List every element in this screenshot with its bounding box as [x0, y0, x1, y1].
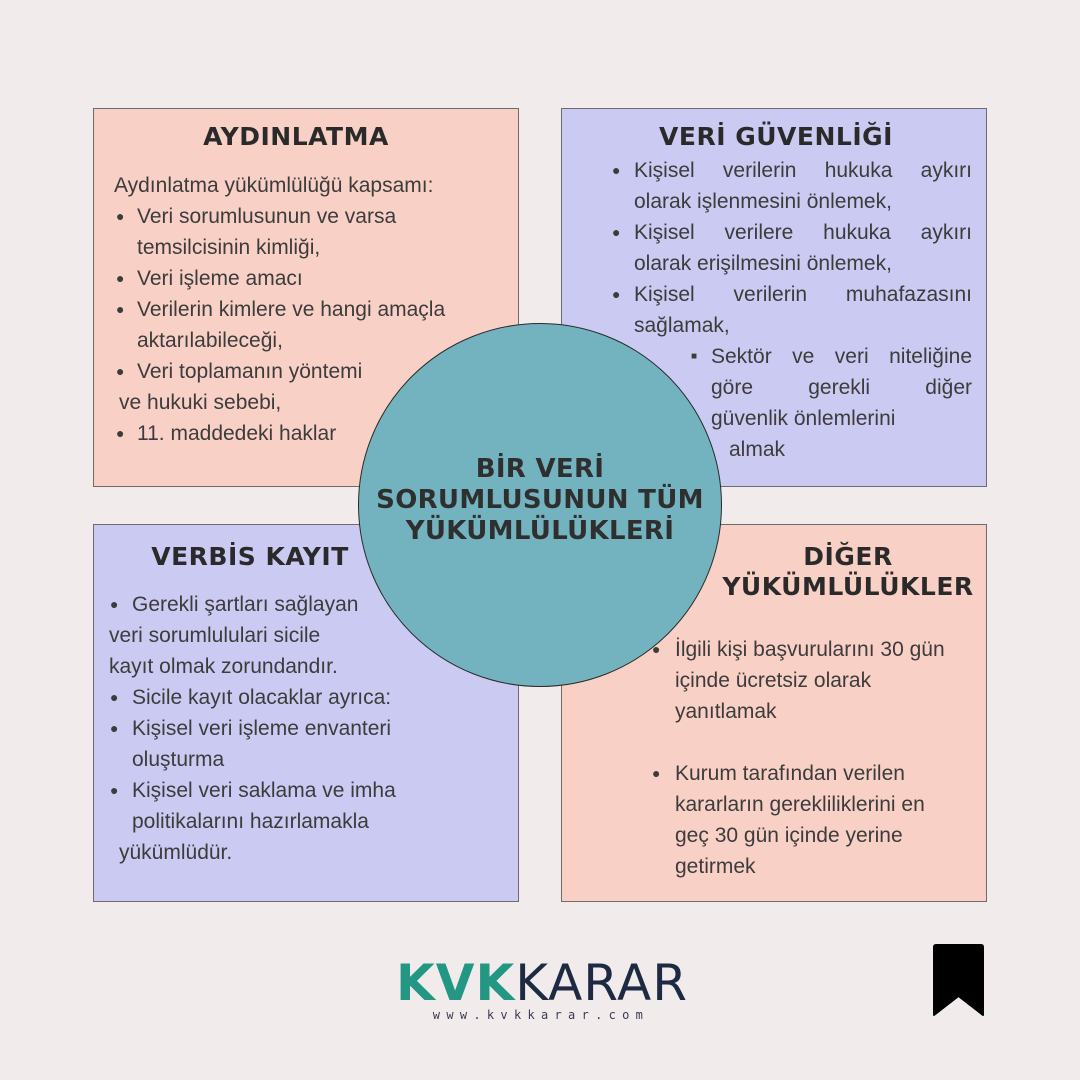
veri-guvenligi-item: Kişisel verilerin hukuka aykırı: [634, 159, 972, 182]
aydinlatma-item-continued: ve hukuki sebebi,: [119, 391, 282, 414]
bullet-dot-icon: ●: [110, 720, 119, 736]
verbis-item-continued: yükümlüdür.: [119, 841, 233, 864]
veri-guvenligi-item-continued: olarak işlenmesini önlemek,: [634, 190, 892, 213]
logo-karar: KARAR: [515, 954, 688, 1012]
aydinlatma-title: AYDINLATMA: [203, 122, 389, 151]
verbis-item: Kişisel veri işleme envanteri oluşturma: [132, 717, 392, 771]
aydinlatma-item: Veri işleme amacı: [137, 267, 303, 290]
veri-guvenligi-item-continued: sağlamak,: [634, 314, 730, 337]
bullet-dot-icon: ●: [652, 765, 661, 781]
bullet-dot-icon: ●: [116, 301, 125, 317]
veri-guvenligi-item: Kişisel verilerin muhafazasını: [634, 283, 972, 306]
aydinlatma-intro: Aydınlatma yükümlülüğü kapsamı:: [114, 174, 434, 197]
veri-guvenligi-title: VERİ GÜVENLİĞİ: [659, 122, 893, 151]
bookmark-icon[interactable]: [932, 943, 985, 1018]
logo-url: www.kvkkarar.com: [432, 1008, 650, 1022]
bullet-dot-icon: ●: [652, 641, 661, 657]
verbis-item-continued: veri sorumlululari sicile kayıt olmak zorundandır.: [109, 624, 338, 678]
veri-guvenligi-subitem-continued: almak: [729, 438, 786, 461]
veri-guvenligi-item-continued: olarak erişilmesini önlemek,: [634, 252, 892, 275]
veri-guvenligi-subitem-continued: göre gerekli diğer: [711, 376, 972, 399]
logo-kvk: KVK: [396, 954, 516, 1012]
veri-guvenligi-item: Kişisel verilere hukuka aykırı: [634, 221, 972, 244]
verbis-item: Kişisel veri saklama ve imha politikalarını hazırlamakla: [132, 779, 396, 833]
aydinlatma-item: Verilerin kimlere ve hangi amaçla aktarılabileceği,: [137, 298, 446, 352]
square-bullet-icon: ■: [691, 351, 698, 362]
aydinlatma-item: Veri toplamanın yöntemi: [137, 360, 363, 383]
veri-guvenligi-subitem-continued: güvenlik önlemlerini: [711, 407, 896, 430]
veri-guvenligi-subitem: Sektör ve veri niteliğine: [711, 345, 972, 368]
aydinlatma-item: Veri sorumlusunun ve varsa temsilcisinin kimliği,: [137, 205, 397, 259]
kvkkarar-logo[interactable]: [396, 955, 686, 1022]
bullet-dot-icon: ●: [110, 782, 119, 798]
bullet-dot-icon: ●: [110, 596, 119, 612]
bullet-dot-icon: ●: [116, 270, 125, 286]
verbis-item: Sicile kayıt olacaklar ayrıca:: [132, 686, 392, 709]
bullet-dot-icon: ●: [612, 224, 621, 240]
diger-item: İlgili kişi başvurularını 30 gün içinde ücretsiz olarak yanıtlamak: [675, 638, 945, 723]
verbis-title: VERBİS KAYIT: [151, 542, 349, 571]
bullet-dot-icon: ●: [116, 363, 125, 379]
bullet-dot-icon: ●: [110, 689, 119, 705]
center-circle: [358, 323, 722, 687]
bullet-dot-icon: ●: [116, 208, 125, 224]
diger-item: Kurum tarafından verilen kararların gerekliliklerini en geç 30 gün içinde yerine getirmek: [675, 762, 925, 878]
logo-wordmark: [396, 955, 686, 1011]
bullet-dot-icon: ●: [116, 425, 125, 441]
aydinlatma-item: 11. maddedeki haklar: [137, 422, 337, 445]
bullet-dot-icon: ●: [612, 162, 621, 178]
center-title: BİR VERİ SORUMLUSUNUN TÜM YÜKÜMLÜLÜKLERİ: [376, 453, 704, 546]
verbis-item: Gerekli şartları sağlayan: [132, 593, 359, 616]
bullet-dot-icon: ●: [612, 286, 621, 302]
diger-title: DİĞER YÜKÜMLÜLÜKLER: [722, 542, 974, 601]
